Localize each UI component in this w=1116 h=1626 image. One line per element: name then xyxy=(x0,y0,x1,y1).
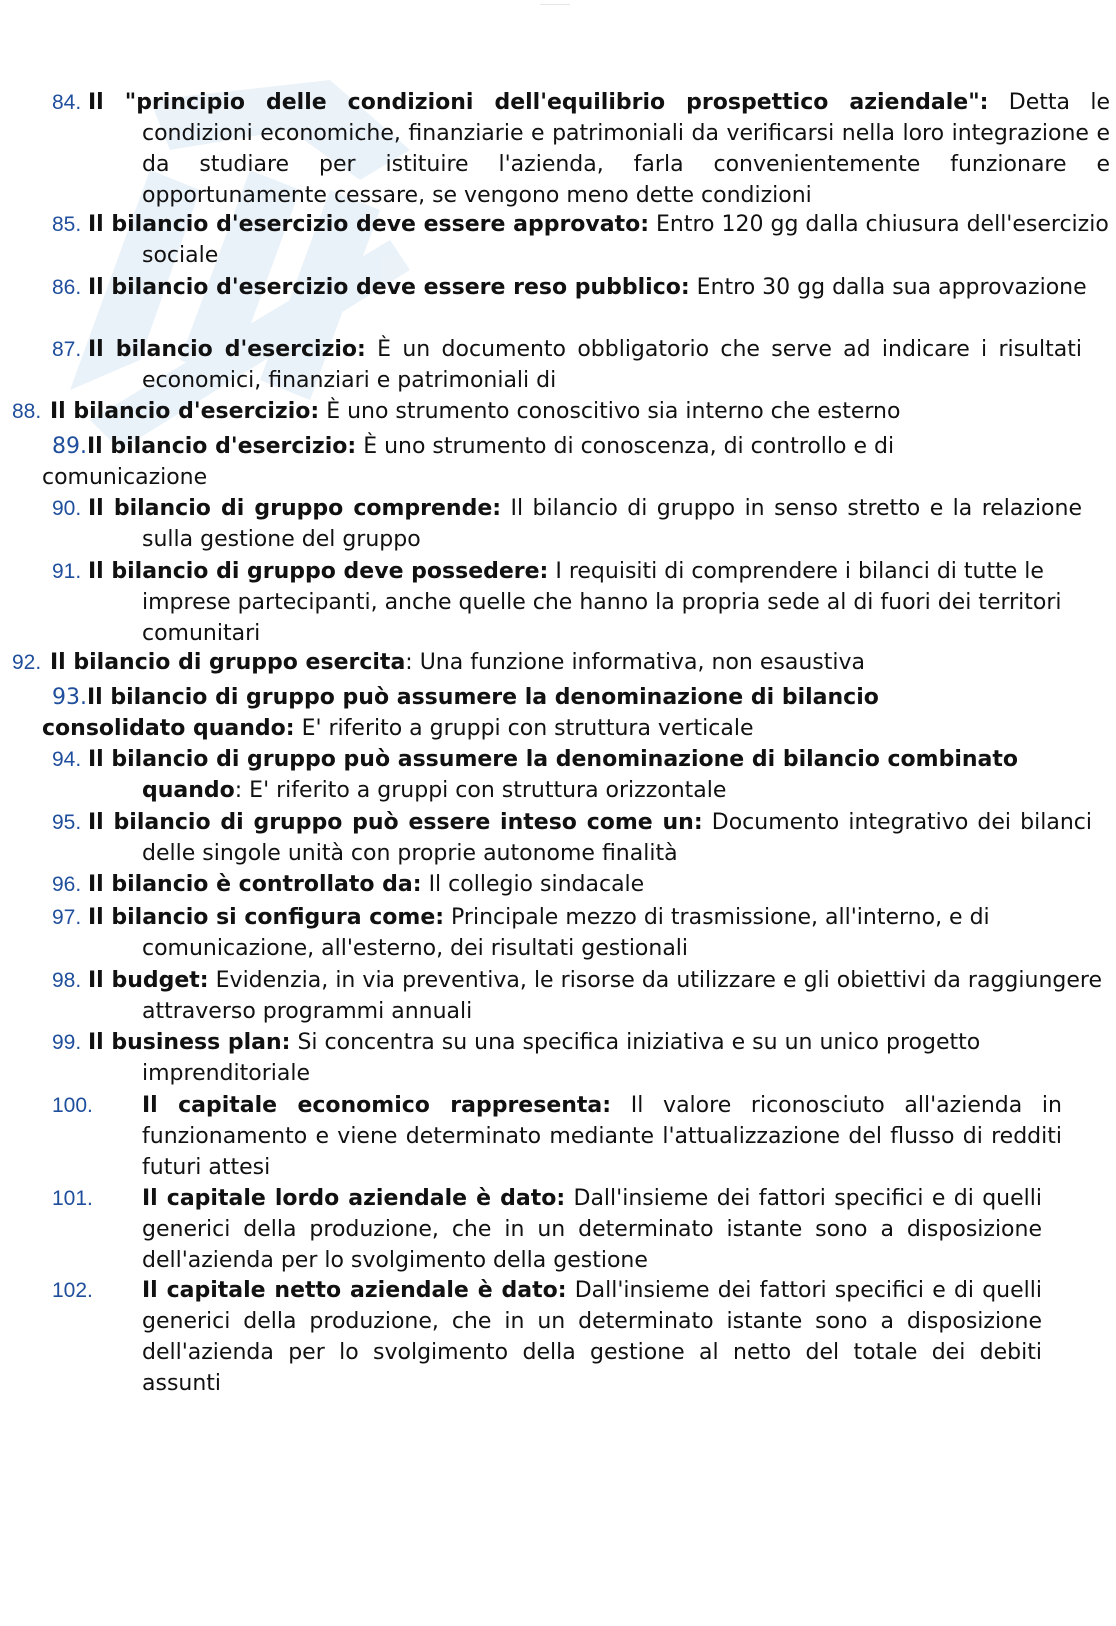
top-mark xyxy=(540,0,570,5)
entry-question: Il bilancio d'esercizio: xyxy=(87,434,357,459)
entry-number: 101. xyxy=(52,1187,93,1210)
entry-number: 100. xyxy=(52,1094,93,1117)
entry-question: Il bilancio d'esercizio deve essere reso pubblico: xyxy=(88,275,690,300)
entry-answer: Detta le condizioni economiche, finanziarie e patrimoniali da verificarsi nella loro integrazione e da studiare per istituire l'azienda, farla convenientemente funzionare e opportunamente cessare, se vengono meno dette condizioni xyxy=(142,90,1111,208)
entry-answer: I requisiti di comprendere i bilanci di tutte le imprese partecipanti, anche quelle che hanno la propria sede al di fuori dei territori comunitari xyxy=(142,559,1062,646)
entry-question: Il "principio delle condizioni dell'equilibrio prospettico aziendale": xyxy=(88,90,989,115)
entry-answer: : Una funzione informativa, non esaustiva xyxy=(405,650,865,675)
entry-answer: Si concentra su una specifica iniziativa e su un unico progetto imprenditoriale xyxy=(142,1030,981,1086)
entry-number: 86. xyxy=(52,276,82,299)
entry-question: Il bilancio di gruppo può assumere la denominazione di bilancio consolidato quando: xyxy=(42,685,879,741)
entry-number: 88. xyxy=(12,400,42,423)
entry-number: 96. xyxy=(52,873,82,896)
entry-answer: Il bilancio di gruppo in senso stretto e la relazione sulla gestione del gruppo xyxy=(142,496,1082,552)
entry-question: Il budget: xyxy=(88,968,209,993)
entry-question: Il capitale netto aziendale è dato: xyxy=(142,1278,567,1303)
entry-question: Il bilancio di gruppo può essere inteso come un: xyxy=(88,810,703,835)
entry-answer: Il valore riconosciuto all'azienda in funzionamento e viene determinato mediante l'attualizzazione del flusso di redditi futuri attesi xyxy=(142,1093,1062,1180)
entry-question: Il bilancio si configura come: xyxy=(88,905,445,930)
entry-question: Il bilancio d'esercizio: xyxy=(88,337,366,362)
entry-answer: : E' riferito a gruppi con struttura orizzontale xyxy=(234,778,727,803)
entry-number: 89. xyxy=(52,434,87,459)
entry-question: Il capitale economico rappresenta: xyxy=(142,1093,612,1118)
entry-number: 84. xyxy=(52,91,82,114)
entry-number: 102. xyxy=(52,1279,93,1302)
entry-answer: Il collegio sindacale xyxy=(421,872,645,897)
entry-question: Il capitale lordo aziendale è dato: xyxy=(142,1186,566,1211)
entry-answer: Documento integrativo dei bilanci delle singole unità con proprie autonome finalità xyxy=(142,810,1092,866)
entry-question: Il business plan: xyxy=(88,1030,291,1055)
entry-number: 85. xyxy=(52,213,82,236)
entry-question: Il bilancio di gruppo può assumere la denominazione di bilancio combinato quando xyxy=(88,747,1019,803)
entry-answer: Principale mezzo di trasmissione, all'interno, e di comunicazione, all'esterno, dei risultati gestionali xyxy=(142,905,990,961)
entry-number: 94. xyxy=(52,748,82,771)
entry-number: 99. xyxy=(52,1031,82,1054)
entry-answer: E' riferito a gruppi con struttura verticale xyxy=(294,716,754,741)
entry-question: Il bilancio d'esercizio: xyxy=(50,399,320,424)
entry-answer: Dall'insieme dei fattori specifici e di quelli generici della produzione, che in un determinato istante sono a disposizione dell'azienda per lo svolgimento della gestione al netto del totale dei debiti assunti xyxy=(142,1278,1042,1396)
entry-question: Il bilancio di gruppo esercita xyxy=(50,650,406,675)
entry-question: Il bilancio di gruppo comprende: xyxy=(88,496,502,521)
entry-number: 87. xyxy=(52,338,82,361)
entry-number: 90. xyxy=(52,497,82,520)
entry-question: Il bilancio d'esercizio deve essere approvato: xyxy=(88,212,650,237)
entry-answer: Entro 30 gg dalla sua approvazione xyxy=(689,275,1087,300)
entry-answer: Dall'insieme dei fattori specifici e di quelli generici della produzione, che in un determinato istante sono a disposizione dell'azienda per lo svolgimento della gestione xyxy=(142,1186,1042,1273)
entry-number: 95. xyxy=(52,811,82,834)
entry-number: 93. xyxy=(52,685,87,710)
entry-question: Il bilancio di gruppo deve possedere: xyxy=(88,559,549,584)
entry-number: 98. xyxy=(52,969,82,992)
entry-answer: È uno strumento di conoscenza, di controllo e di comunicazione xyxy=(42,434,895,490)
entry-number: 92. xyxy=(12,651,42,674)
entry-answer: Evidenzia, in via preventiva, le risorse da utilizzare e gli obiettivi da raggiungere attraverso programmi annuali xyxy=(142,968,1102,1024)
entry-answer: È un documento obbligatorio che serve ad indicare i risultati economici, finanziari e patrimoniali di xyxy=(142,337,1082,393)
entry-answer: È uno strumento conoscitivo sia interno che esterno xyxy=(319,399,901,424)
entry-answer: Entro 120 gg dalla chiusura dell'esercizio sociale xyxy=(142,212,1109,268)
entry-question: Il bilancio è controllato da: xyxy=(88,872,422,897)
entry-number: 97. xyxy=(52,906,82,929)
entry-number: 91. xyxy=(52,560,82,583)
